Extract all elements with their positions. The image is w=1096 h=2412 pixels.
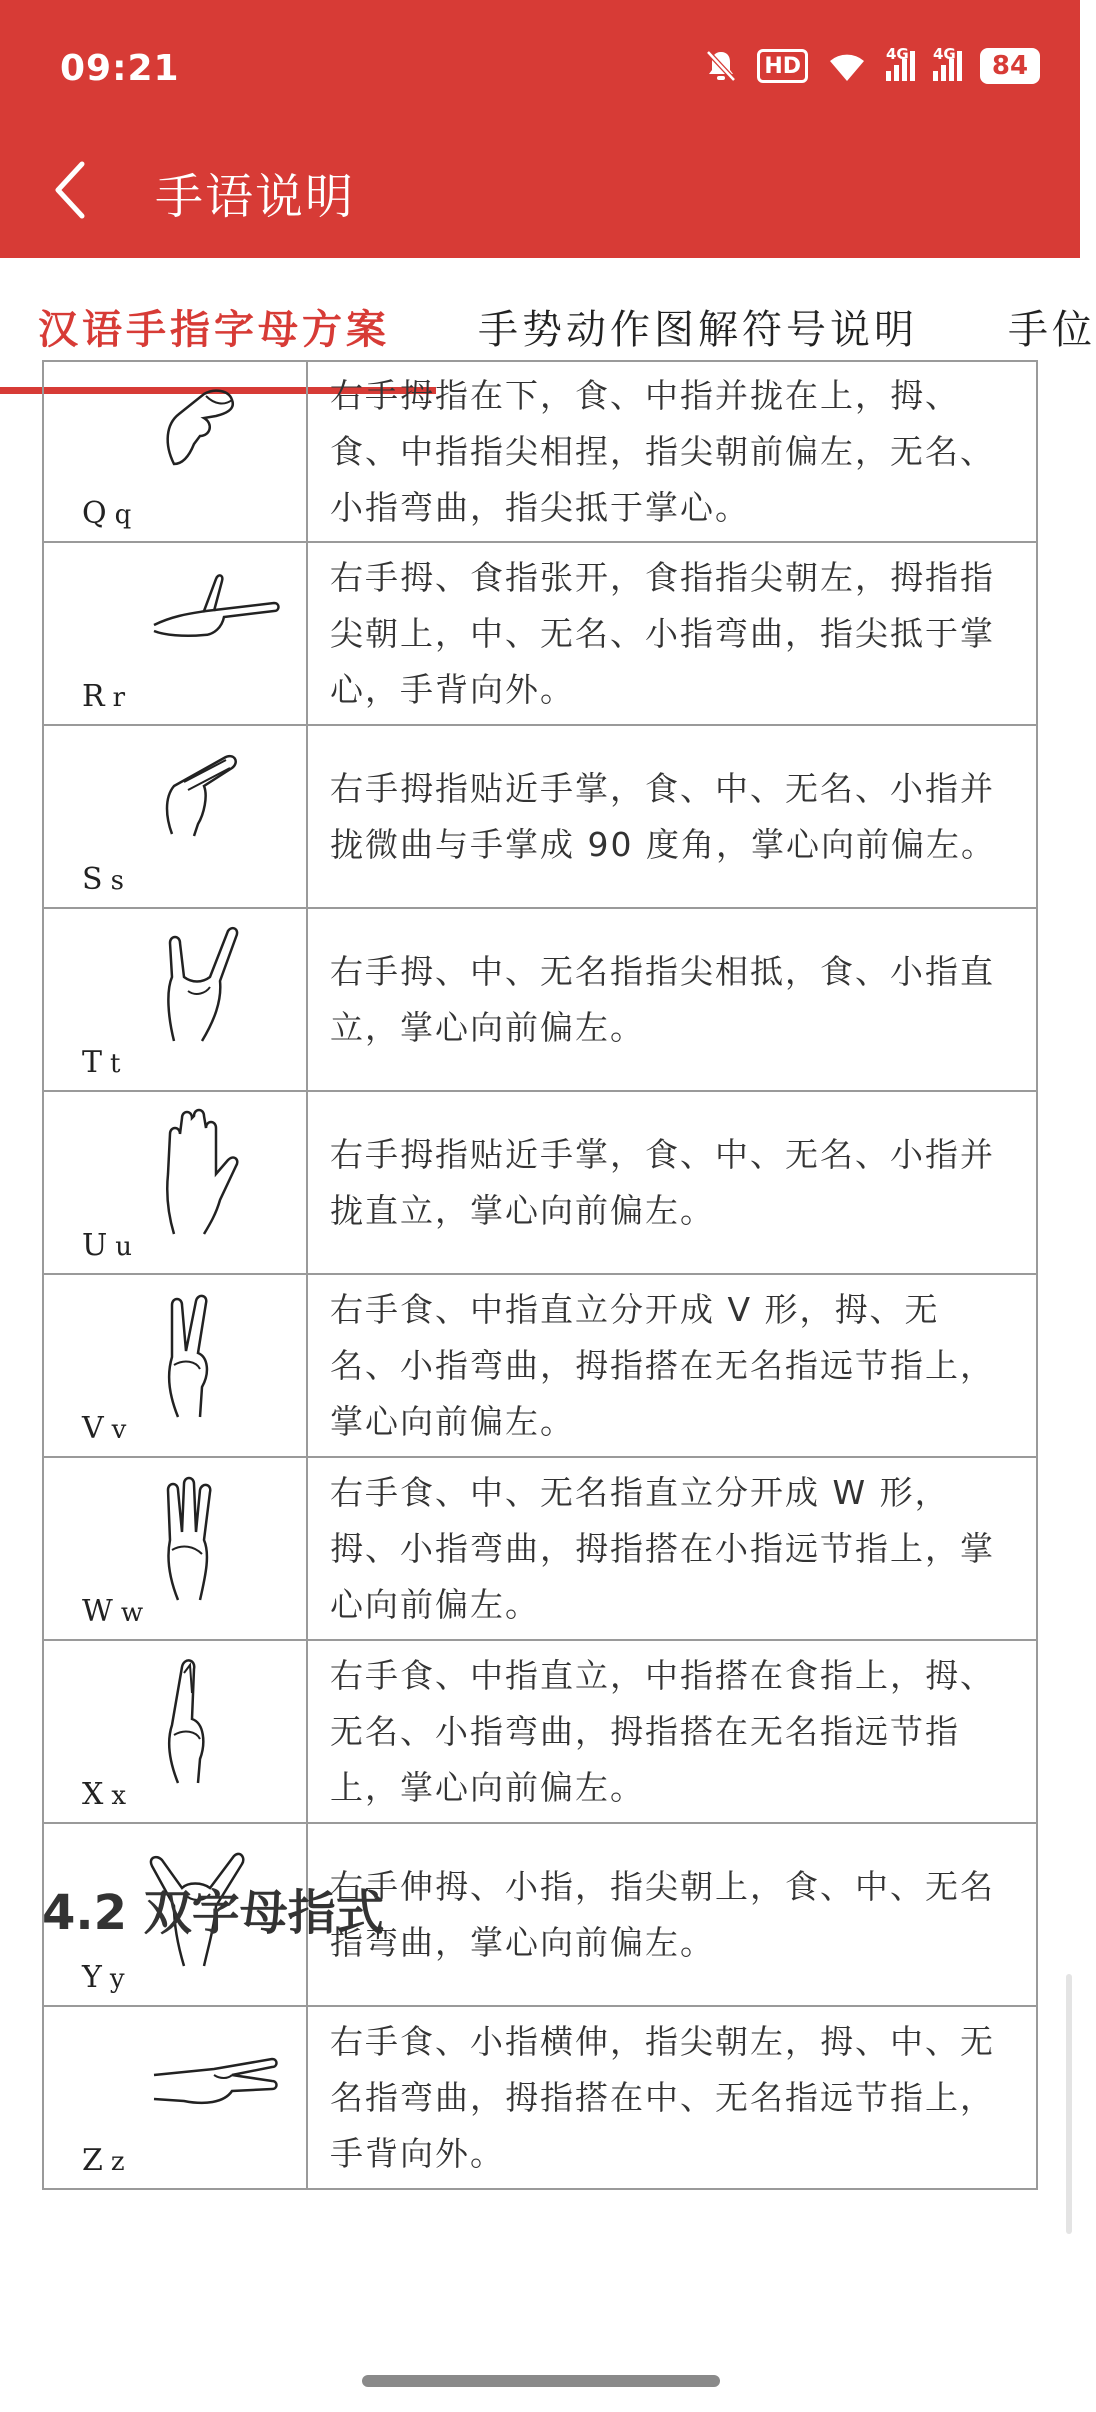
- hand-image-cell: [43, 908, 307, 1091]
- letter-label: S s: [82, 862, 124, 897]
- letter-label: V v: [82, 1411, 127, 1446]
- letter-label: R r: [82, 679, 126, 714]
- hand-image-cell: [43, 1274, 307, 1457]
- table-row: [43, 1457, 1037, 1640]
- table-row: [43, 361, 1037, 542]
- hand-x-icon: [144, 1653, 254, 1793]
- tab-gesture-symbols[interactable]: 手势动作图解符号说明: [478, 306, 918, 353]
- sign-description: 右手拇指贴近手掌，食、中、无名、小指并拢直立，掌心向前偏左。: [307, 1091, 1037, 1274]
- letter-label: Q q: [82, 496, 132, 531]
- home-indicator[interactable]: [362, 2375, 720, 2387]
- hand-s-icon: [144, 738, 254, 848]
- hand-image-cell: [43, 1640, 307, 1823]
- letter-label: Z z: [82, 2143, 125, 2178]
- sign-description: 右手食、中指直立，中指搭在食指上，拇、无名、小指弯曲，拇指搭在无名指远节指上，掌心向前偏左。: [307, 1640, 1037, 1823]
- scrollbar[interactable]: [1066, 1974, 1072, 2234]
- tab-hand-position[interactable]: 手位: [1008, 306, 1096, 353]
- signal-2-icon: [933, 45, 962, 81]
- sign-description: 右手拇、中、无名指指尖相抵，食、小指直立，掌心向前偏左。: [307, 908, 1037, 1091]
- content-area: [0, 375, 1080, 2326]
- battery-icon: 84: [980, 48, 1040, 84]
- hand-u-icon: [144, 1104, 254, 1244]
- hand-image-cell: [43, 2006, 307, 2189]
- tab-hanyu-letters[interactable]: 汉语手指字母方案: [38, 306, 390, 353]
- sign-description: 右手伸拇、小指，指尖朝上，食、中、无名指弯曲，掌心向前偏左。: [307, 1823, 1037, 2006]
- sign-description: 右手拇指贴近手掌，食、中、无名、小指并拢微曲与手掌成 90 度角，掌心向前偏左。: [307, 725, 1037, 908]
- hand-v-icon: [144, 1287, 254, 1427]
- page-title: 手语说明: [155, 169, 356, 225]
- hand-image-cell: [43, 542, 307, 725]
- letter-label: Y y: [82, 1960, 125, 1995]
- table-row: [43, 2006, 1037, 2189]
- status-icons: [703, 44, 1040, 88]
- table-row: [43, 542, 1037, 725]
- hand-image-cell: [43, 1091, 307, 1274]
- hand-w-icon: [144, 1470, 254, 1610]
- app-header: [0, 0, 1080, 258]
- hand-image-cell: [43, 361, 307, 542]
- back-button[interactable]: [40, 150, 100, 230]
- letter-label: T t: [82, 1045, 121, 1080]
- hand-r-icon: [144, 555, 284, 665]
- letter-label: U u: [82, 1228, 133, 1263]
- letter-label: W w: [82, 1594, 144, 1629]
- chevron-left-icon: [52, 160, 88, 220]
- sign-description: 右手拇、食指张开，食指指尖朝左，拇指指尖朝上，中、无名、小指弯曲，指尖抵于掌心，手背向外。: [307, 542, 1037, 725]
- network-type-2: 4G: [933, 45, 956, 63]
- table-row: [43, 1274, 1037, 1457]
- hand-image-cell: [43, 725, 307, 908]
- hand-image-cell: [43, 1457, 307, 1640]
- sign-description: 右手食、小指横伸，指尖朝左，拇、中、无名指弯曲，拇指搭在中、无名指远节指上，手背向外。: [307, 2006, 1037, 2189]
- bell-muted-icon: [703, 48, 739, 84]
- sign-description: 右手食、中、无名指直立分开成 W 形，拇、小指弯曲，拇指搭在小指远节指上，掌心向前偏左。: [307, 1457, 1037, 1640]
- table-row: [43, 725, 1037, 908]
- table-row: [43, 1091, 1037, 1274]
- hand-z-icon: [144, 2019, 284, 2129]
- table-row: [43, 908, 1037, 1091]
- section-heading: 4.2 双字母指式: [42, 1885, 384, 1941]
- hand-q-icon: [144, 374, 254, 484]
- hd-voice-icon: HD: [757, 49, 808, 83]
- status-time: 09:21: [60, 48, 180, 89]
- sign-description: 右手拇指在下，食、中指并拢在上，拇、食、中指指尖相捏，指尖朝前偏左，无名、小指弯曲，指尖抵于掌心。: [307, 361, 1037, 542]
- table-row: [43, 1640, 1037, 1823]
- hand-t-icon: [144, 921, 254, 1051]
- sign-description: 右手食、中指直立分开成 V 形，拇、无名、小指弯曲，拇指搭在无名指远节指上，掌心向前偏左。: [307, 1274, 1037, 1457]
- signal-1-icon: [886, 45, 915, 81]
- letter-label: X x: [82, 1777, 127, 1812]
- wifi-icon: [826, 49, 868, 83]
- network-type-1: 4G: [886, 45, 909, 63]
